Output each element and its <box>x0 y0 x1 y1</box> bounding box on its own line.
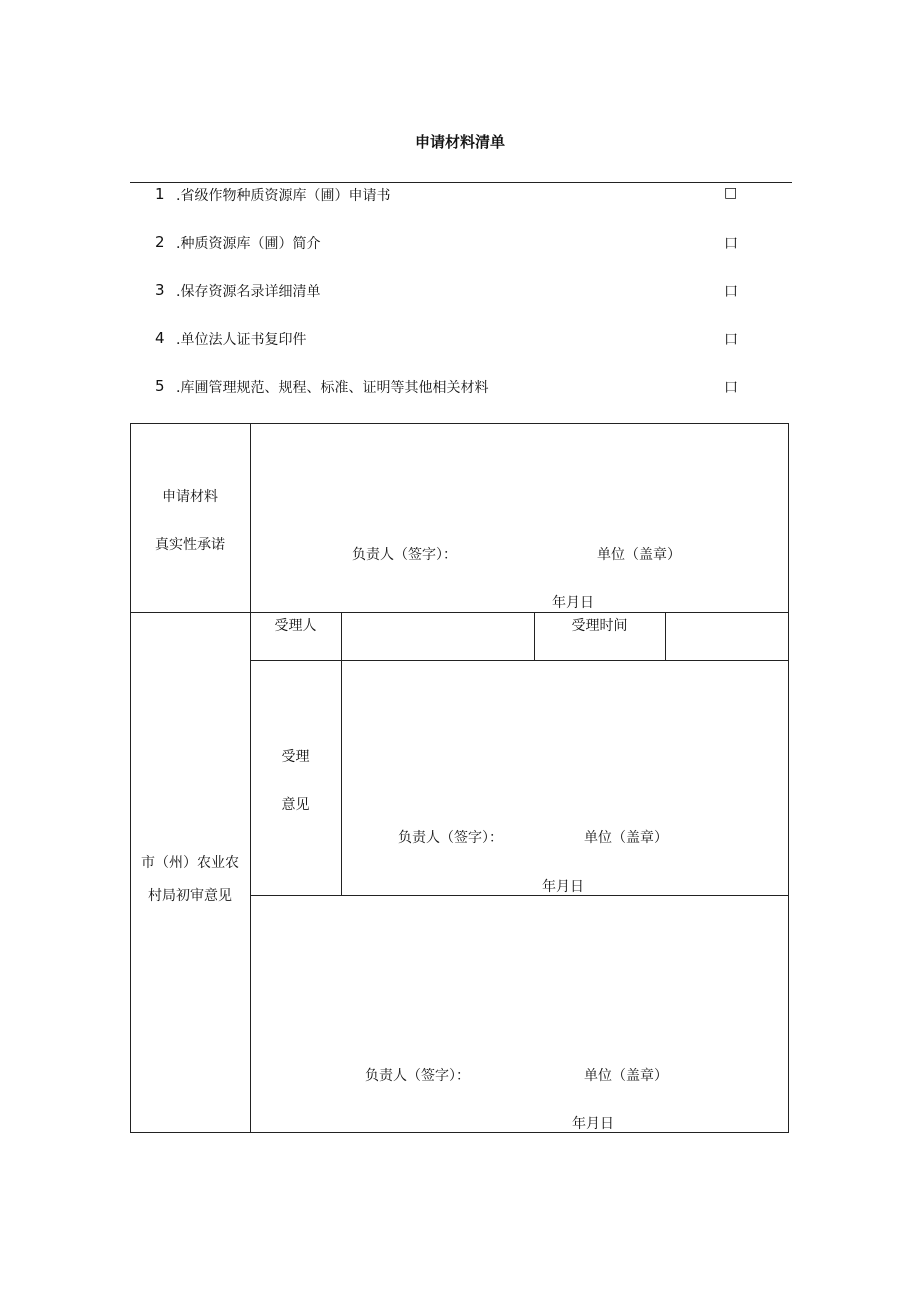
table-border <box>788 423 789 1133</box>
receiver-label: 受理人 <box>274 618 317 634</box>
date-label: 年月日 <box>572 1116 614 1132</box>
list-item <box>0 281 920 301</box>
page-title: 申请材料清单 <box>414 133 505 151</box>
checkbox[interactable]: 口 <box>724 380 738 396</box>
checkbox[interactable]: 口 <box>724 332 738 348</box>
unit-seal-label: 单位（盖章） <box>584 1068 668 1084</box>
table-border <box>250 660 789 661</box>
receiver-field[interactable] <box>342 613 534 660</box>
item-number: 5 <box>155 377 165 395</box>
list-item <box>0 233 920 253</box>
table-border <box>130 423 789 424</box>
unit-seal-label: 单位（盖章） <box>597 547 681 563</box>
table-border <box>250 423 251 1133</box>
item-number: 4 <box>155 329 165 347</box>
list-item <box>0 329 920 349</box>
item-number: 3 <box>155 281 165 299</box>
signer-field-label: 负责人（签字）： <box>398 830 503 846</box>
commitment-label: 真实性承诺 <box>155 537 225 553</box>
table-border <box>250 895 789 896</box>
checkbox[interactable]: 口 <box>724 236 738 252</box>
item-text: .省级作物种质资源库（圃）申请书 <box>176 188 391 204</box>
date-label: 年月日 <box>542 879 584 895</box>
signer-field-label: 负责人（签字）： <box>352 547 457 563</box>
list-item <box>0 377 920 397</box>
item-text: .库圃管理规范、规程、标准、证明等其他相关材料 <box>176 380 489 396</box>
item-text: .种质资源库（圃）简介 <box>176 236 321 252</box>
review-label: 村局初审意见 <box>148 888 232 904</box>
opinion-label: 受理 <box>281 749 310 765</box>
item-number: 2 <box>155 233 165 251</box>
item-text: .保存资源名录详细清单 <box>176 284 321 300</box>
divider <box>130 182 792 183</box>
opinion-label: 意见 <box>281 797 310 813</box>
date-label: 年月日 <box>552 595 594 611</box>
unit-seal-label: 单位（盖章） <box>584 830 668 846</box>
signer-field-label: 负责人（签字）： <box>365 1068 470 1084</box>
receive-time-field[interactable] <box>666 613 788 660</box>
item-text: .单位法人证书复印件 <box>176 332 307 348</box>
table-border <box>130 423 131 1133</box>
commitment-label: 申请材料 <box>162 489 218 505</box>
list-item <box>0 185 920 205</box>
checkbox[interactable]: □ <box>724 185 738 201</box>
checkbox[interactable]: 口 <box>724 284 738 300</box>
receive-time-label: 受理时间 <box>571 618 628 634</box>
table-border <box>130 1132 789 1133</box>
item-number: 1 <box>155 185 165 203</box>
review-label: 市（州）农业农 <box>141 855 239 871</box>
